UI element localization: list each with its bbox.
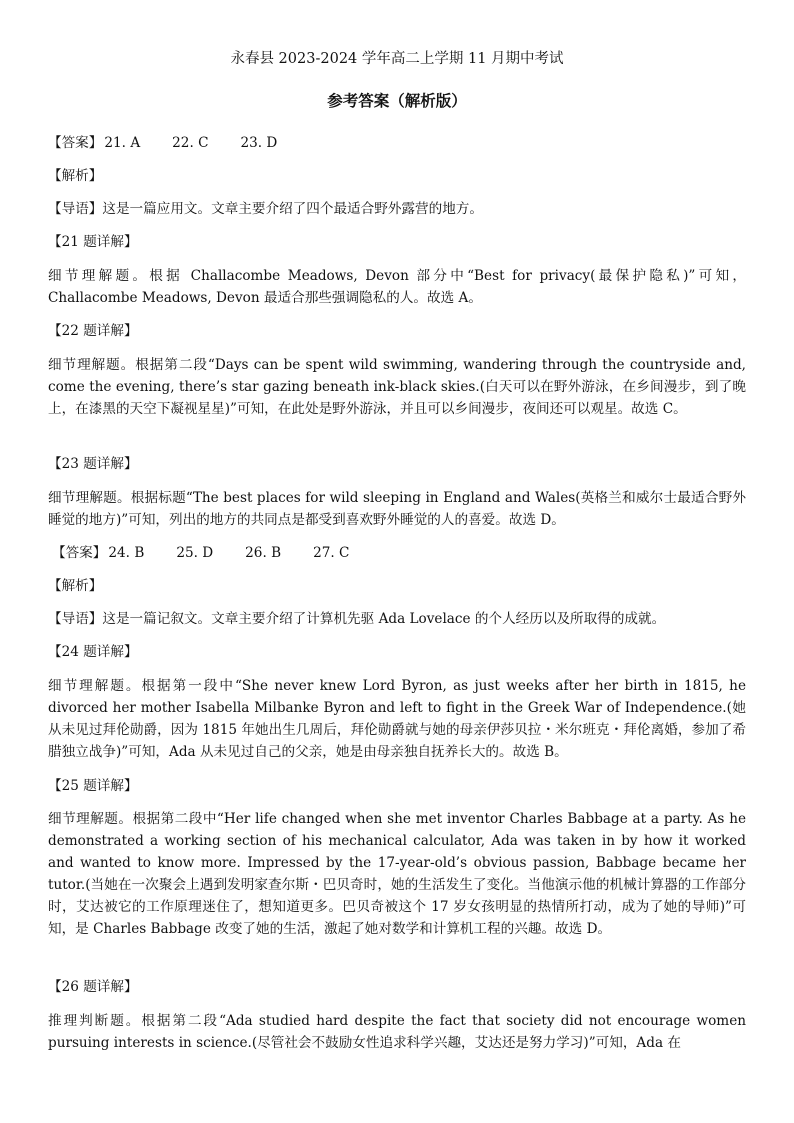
answer-label: 【答案】 <box>52 545 107 561</box>
answer-key-subtitle: 参考答案（解析版） <box>327 91 467 110</box>
q23-heading: 【23 题详解】 <box>48 456 138 472</box>
answer-22: 22. C <box>172 135 209 151</box>
q24-explanation: 细节理解题。根据第一段中“She never knew Lord Byron, as just weeks after her birth in 1815, he divorced her mother Isabella Milbanke Byron and left to fight in the Greek War of Independence.(她从未见过拜伦勋爵，因为 1815 年她出生几周后，拜伦勋爵就与她的母亲伊莎贝拉・米尔班克・拜伦离婚，参加了希腊独立战争)”可知，Ada 从未见过自己的父亲，她是由母亲独自抚养长大的。故选 B。 <box>48 678 746 760</box>
guide-1: 【导语】这是一篇应用文。文章主要介绍了四个最适合野外露营的地方。 <box>48 201 483 217</box>
answer-line-1 <box>48 132 746 154</box>
guide-2: 【导语】这是一篇记叙文。文章主要介绍了计算机先驱 Ada Lovelace 的个人经历以及所取得的成就。 <box>48 611 666 627</box>
q25-heading: 【25 题详解】 <box>48 778 138 794</box>
answer-label: 【答案】 <box>48 135 103 151</box>
q22-heading: 【22 题详解】 <box>48 323 138 339</box>
answer-line-2 <box>52 542 750 564</box>
answer-25: 25. D <box>176 545 214 561</box>
q22-explanation: 细节理解题。根据第二段“Days can be spent wild swimming, wandering through the countryside and, come the evening, there’s star gazing beneath ink-black skies.(白天可以在野外游泳，在乡间漫步，到了晚上，在漆黑的天空下凝视星星)”可知，在此处是野外游泳，并且可以乡间漫步，夜间还可以观星。故选 C。 <box>48 357 746 417</box>
answer-23: 23. D <box>240 135 278 151</box>
answer-26: 26. B <box>245 545 282 561</box>
exam-title: 永春县 2023-2024 学年高二上学期 11 月期中考试 <box>230 51 564 67</box>
answer-27: 27. C <box>313 545 350 561</box>
q21-heading: 【21 题详解】 <box>48 234 138 250</box>
q24-heading: 【24 题详解】 <box>48 644 138 660</box>
q21-explanation: 细节理解题。根据 Challacombe Meadows, Devon 部分中“Best for privacy(最保护隐私)”可知，Challacombe Meadows, Devon 最适合那些强调隐私的人。故选 A。 <box>48 268 746 306</box>
q23-explanation: 细节理解题。根据标题“The best places for wild sleeping in England and Wales(英格兰和威尔士最适合野外睡觉的地方)”可知，列出的地方的共同点是都受到喜欢野外睡觉的人的喜爱。故选 D。 <box>48 490 746 528</box>
q26-heading: 【26 题详解】 <box>48 979 138 995</box>
q26-explanation: 推理判断题。根据第二段“Ada studied hard despite the fact that society did not encourage women pursuing interests in science.(尽管社会不鼓励女性追求科学兴趣，艾达还是努力学习)”可知，Ada 在 <box>48 1013 746 1051</box>
answer-24: 24. B <box>108 545 145 561</box>
analysis-label-2: 【解析】 <box>48 578 103 594</box>
answer-21: 21. A <box>104 135 141 151</box>
q25-explanation: 细节理解题。根据第二段中“Her life changed when she met inventor Charles Babbage at a party. As he demonstrated a working section of his mechanical calculator, Ada was taken in by how it worked and wanted to know more. Impressed by the 17-year-old’s obvious passion, Babbage became her tutor.(当她在一次聚会上遇到发明家查尔斯・巴贝奇时，她的生活发生了变化。当他演示他的机械计算器的工作部分时，艾达被它的工作原理迷住了，想知道更多。巴贝奇被这个 17 岁女孩明显的热情所打动，成为了她的导师)”可知，是 Charles Babbage 改变了她的生活，激起了她对数学和计算机工程的兴趣。故选 D。 <box>48 811 746 937</box>
analysis-label-1: 【解析】 <box>48 168 103 184</box>
